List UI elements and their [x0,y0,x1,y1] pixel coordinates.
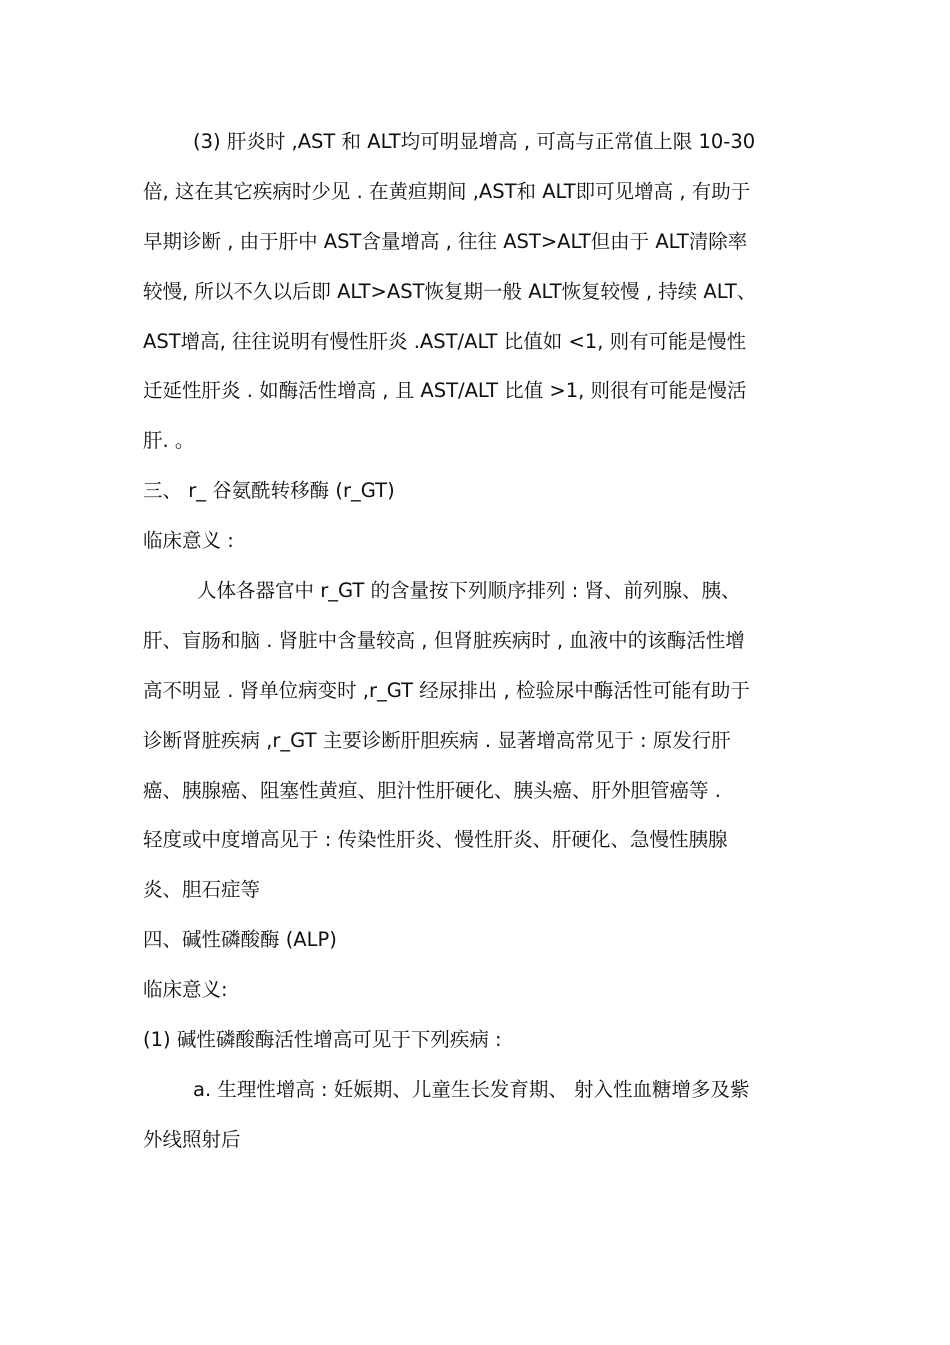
subheading: 临床意义: [143,978,228,1001]
paragraph-line: 轻度或中度增高见于 : 传染性肝炎、慢性肝炎、肝硬化、急慢性胰腺 [143,828,728,851]
list-subitem: a. 生理性增高 : 妊娠期、儿童生长发育期、 射入性血糖增多及紫 [193,1078,750,1101]
paragraph-line: 较慢, 所以不久以后即 ALT>AST恢复期一般 ALT恢复较慢 , 持续 ALT、 [143,280,757,303]
paragraph-line: 炎、胆石症等 [143,878,261,901]
paragraph-line: 高不明显 . 肾单位病变时 ,r_GT 经尿排出 , 检验尿中酶活性可能有助于 [143,679,750,702]
paragraph-line: 肝、盲肠和脑 . 肾脏中含量较高 , 但肾脏疾病时 , 血液中的该酶活性增 [143,629,745,652]
paragraph-line: AST增高, 往往说明有慢性肝炎 .AST/ALT 比值如 <1, 则有可能是慢性 [143,330,747,353]
list-item: (1) 碱性磷酸酶活性增高可见于下列疾病 : [143,1028,502,1051]
paragraph-line: (3) 肝炎时 ,AST 和 ALT均可明显增高 , 可高与正常值上限 10-30 [193,130,756,153]
paragraph-line: 迁延性肝炎 . 如酶活性增高 , 且 AST/ALT 比值 >1, 则很有可能是慢活 [143,379,747,402]
paragraph-line: 人体各器官中 r_GT 的含量按下列顺序排列 : 肾、前列腺、胰、 [197,579,741,602]
section-heading: 三、 r_ 谷氨酰转移酶 (r_GT) [143,479,395,502]
subheading: 临床意义 : [143,529,234,552]
paragraph-line: 倍, 这在其它疾病时少见 . 在黄疸期间 ,AST和 ALT即可见增高 , 有助于 [143,180,751,203]
section-heading: 四、碱性磷酸酶 (ALP) [143,928,337,951]
paragraph-line: 癌、胰腺癌、阻塞性黄疸、胆汁性肝硬化、胰头癌、肝外胆管癌等 . [143,779,721,802]
paragraph-line: 诊断肾脏疾病 ,r_GT 主要诊断肝胆疾病 . 显著增高常见于 : 原发行肝 [143,729,731,752]
paragraph-line: 早期诊断 , 由于肝中 AST含量增高 , 往往 AST>ALT但由于 ALT清除率 [143,230,748,253]
paragraph-line: 外线照射后 [143,1128,241,1151]
paragraph-line: 肝. 。 [143,429,195,452]
